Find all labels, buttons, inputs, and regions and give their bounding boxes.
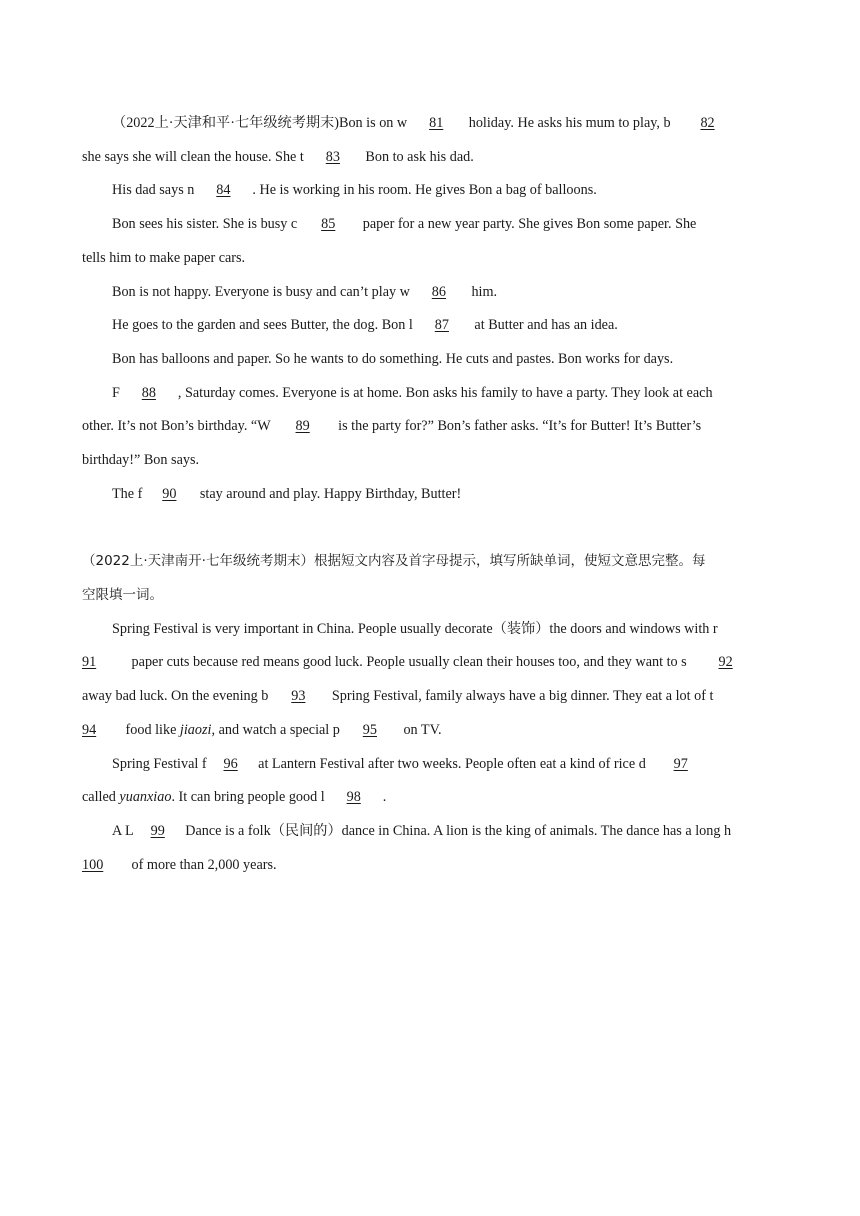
text: , Saturday comes. Everyone is at home. Bon asks his family to have a party. They look at each: [177, 385, 713, 401]
italic-word: yuanxiao: [119, 789, 172, 805]
text: （2022上·天津和平·七年级统考期末)Bon is on w: [112, 115, 408, 131]
text: He goes to the garden and sees Butter, the dog. Bon l: [112, 317, 413, 333]
text: at Lantern Festival after two weeks. People often eat a kind of rice d: [254, 756, 646, 772]
text: , and watch a special p: [211, 722, 340, 738]
text: tells him to make paper cars.: [82, 250, 246, 266]
passage1-line: [112, 113, 715, 133]
blank-93[interactable]: 93: [291, 688, 306, 704]
blank-81[interactable]: 81: [429, 115, 444, 131]
text: Dance is a folk（民间的）dance in China. A lion is the king of animals. The dance has a long h: [181, 823, 732, 839]
passage2-line: [112, 754, 688, 774]
blank-83[interactable]: 83: [325, 149, 340, 165]
text: of more than 2,000 years.: [128, 857, 277, 873]
text: （2022上·天津南开·七年级统考期末）根据短文内容及首字母提示，填写所缺单词，使短文意思完整。每: [82, 553, 706, 569]
text: . He is working in his room. He gives Bon a bag of balloons.: [252, 182, 597, 198]
passage1-line: [112, 484, 461, 504]
text: on TV.: [399, 722, 442, 738]
passage2-line: [82, 720, 442, 740]
passage2-instruction: [82, 551, 705, 571]
passage2-line: [82, 787, 386, 807]
blank-97[interactable]: 97: [673, 756, 688, 772]
text: Bon is not happy. Everyone is busy and can’t play w: [112, 284, 410, 300]
blank-99[interactable]: 99: [150, 823, 165, 839]
blank-95[interactable]: 95: [362, 722, 377, 738]
text: at Butter and has an idea.: [470, 317, 618, 333]
text: stay around and play. Happy Birthday, Butter!: [196, 486, 462, 502]
blank-85[interactable]: 85: [321, 216, 336, 232]
text: F: [112, 385, 120, 401]
text: Spring Festival f: [112, 756, 207, 772]
passage1-line: [82, 147, 474, 167]
passage2-line: [82, 686, 713, 706]
blank-91[interactable]: 91: [82, 654, 97, 670]
text: Bon sees his sister. She is busy c: [112, 216, 298, 232]
blank-98[interactable]: 98: [346, 789, 361, 805]
text: paper cuts because red means good luck. People usually clean their houses too, and they want to s: [128, 654, 687, 670]
text: him.: [467, 284, 498, 300]
blank-96[interactable]: 96: [223, 756, 238, 772]
text: birthday!” Bon says.: [82, 452, 200, 468]
text: away bad luck. On the evening b: [82, 688, 269, 704]
passage1-line: [112, 315, 618, 335]
passage1-line: [82, 450, 199, 470]
blank-86[interactable]: 86: [431, 284, 446, 300]
passage1-line: [112, 180, 597, 200]
text: holiday. He asks his mum to play, b: [465, 115, 671, 131]
passage1-line: [112, 383, 713, 403]
blank-94[interactable]: 94: [82, 722, 97, 738]
text: A L: [112, 823, 134, 839]
text: is the party for?” Bon’s father asks. “It’s for Butter! It’s Butter’s: [334, 418, 702, 434]
passage1-line: [112, 282, 497, 302]
text: Bon to ask his dad.: [361, 149, 474, 165]
blank-88[interactable]: 88: [141, 385, 156, 401]
passage1-line: [82, 416, 701, 436]
passage2-line: [112, 821, 731, 841]
text: . It can bring people good l: [171, 789, 325, 805]
text: 空限填一词。: [82, 587, 163, 603]
text: His dad says n: [112, 182, 195, 198]
passage2-instruction: [82, 585, 163, 605]
text: Spring Festival, family always have a big dinner. They eat a lot of t: [328, 688, 714, 704]
text: called: [82, 789, 120, 805]
passage2-line: [82, 652, 733, 672]
text: paper for a new year party. She gives Bon some paper. She: [359, 216, 697, 232]
text: The f: [112, 486, 143, 502]
text: other. It’s not Bon’s birthday. “W: [82, 418, 271, 434]
blank-87[interactable]: 87: [434, 317, 449, 333]
blank-84[interactable]: 84: [216, 182, 231, 198]
passage1-line: [112, 349, 673, 369]
blank-100[interactable]: 100: [82, 857, 104, 873]
blank-92[interactable]: 92: [718, 654, 733, 670]
blank-89[interactable]: 89: [295, 418, 310, 434]
passage1-line: [112, 214, 696, 234]
text: food like: [122, 722, 180, 738]
blank-82[interactable]: 82: [700, 115, 715, 131]
passage2-line: [82, 855, 277, 875]
text: .: [382, 789, 387, 805]
text: Spring Festival is very important in China. People usually decorate（装饰）the doors and windows with r: [112, 621, 718, 637]
text: Bon has balloons and paper. So he wants to do something. He cuts and pastes. Bon works for days.: [112, 351, 674, 367]
italic-word: jiaozi: [179, 722, 212, 738]
text: she says she will clean the house. She t: [82, 149, 304, 165]
passage1-line: [82, 248, 245, 268]
blank-90[interactable]: 90: [162, 486, 177, 502]
passage2-line: [112, 619, 718, 639]
